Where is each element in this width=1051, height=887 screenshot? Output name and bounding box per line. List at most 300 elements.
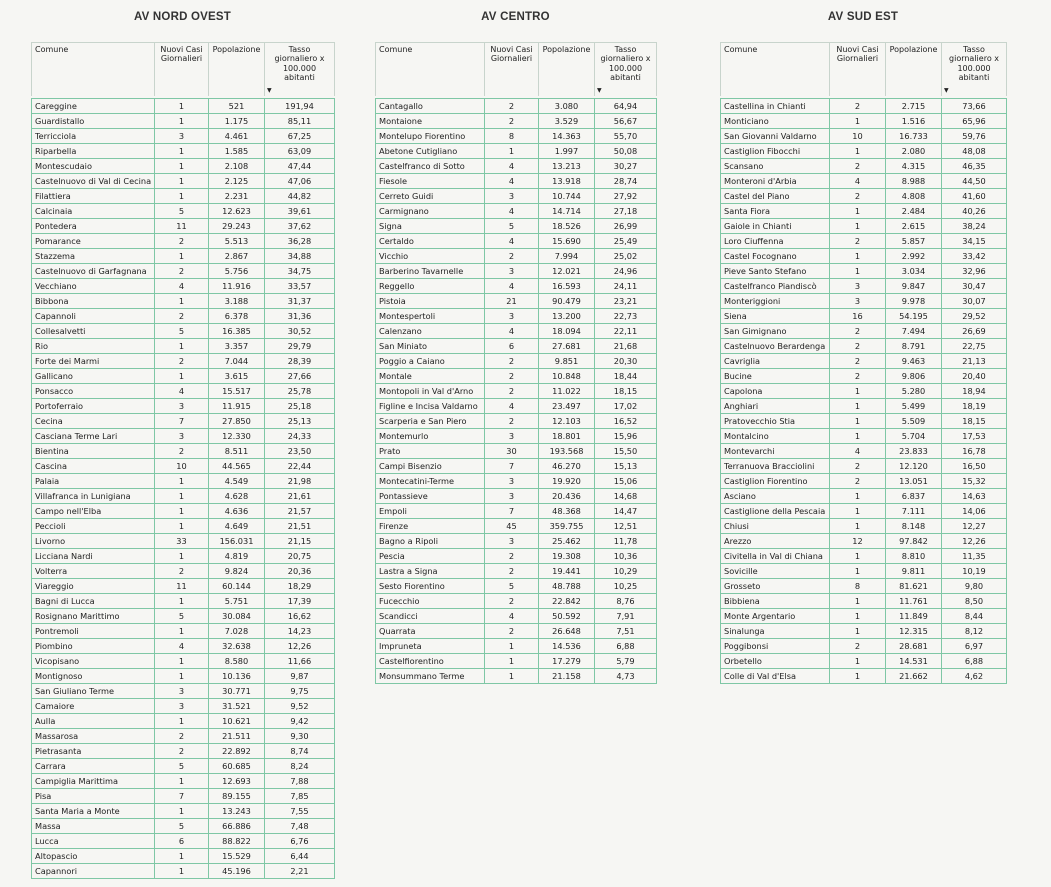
table-row — [721, 534, 1007, 549]
cell-comune: Montaione — [376, 114, 485, 129]
cell-popolazione: 28.681 — [886, 639, 942, 654]
cell-casi: 1 — [155, 774, 209, 789]
sort-down-icon[interactable]: ▼ — [597, 87, 602, 94]
table-row — [32, 474, 335, 489]
cell-popolazione: 8.988 — [886, 174, 942, 189]
cell-comune: Lucca — [32, 834, 155, 849]
cell-casi: 1 — [155, 849, 209, 864]
table-row — [721, 129, 1007, 144]
cell-casi: 1 — [830, 609, 886, 624]
cell-casi: 1 — [830, 624, 886, 639]
table-row — [721, 264, 1007, 279]
table-row — [721, 189, 1007, 204]
cell-comune: Arezzo — [721, 534, 830, 549]
cell-popolazione: 25.462 — [539, 534, 595, 549]
cell-comune: Castelnuovo Berardenga — [721, 339, 830, 354]
cell-casi: 3 — [485, 189, 539, 204]
table-row — [32, 744, 335, 759]
table-row — [376, 594, 657, 609]
table-row — [376, 579, 657, 594]
cell-casi: 1 — [830, 219, 886, 234]
cell-tasso: 10,29 — [595, 564, 657, 579]
cell-popolazione: 8.810 — [886, 549, 942, 564]
cell-tasso: 25,18 — [265, 399, 335, 414]
cell-casi: 2 — [485, 564, 539, 579]
cell-tasso: 24,96 — [595, 264, 657, 279]
cell-comune: Anghiari — [721, 399, 830, 414]
table-row — [376, 564, 657, 579]
cell-casi: 2 — [155, 564, 209, 579]
cell-popolazione: 16.385 — [209, 324, 265, 339]
column-header-comune[interactable]: Comune — [376, 43, 485, 97]
table-row — [376, 249, 657, 264]
cell-comune: Sovicille — [721, 564, 830, 579]
cell-comune: Bientina — [32, 444, 155, 459]
cell-popolazione: 9.824 — [209, 564, 265, 579]
table-row — [721, 249, 1007, 264]
cell-comune: San Gimignano — [721, 324, 830, 339]
cell-tasso: 73,66 — [942, 99, 1007, 114]
cell-popolazione: 5.704 — [886, 429, 942, 444]
cell-casi: 4 — [155, 639, 209, 654]
column-header-tasso[interactable] — [265, 43, 335, 97]
cell-tasso: 8,12 — [942, 624, 1007, 639]
cell-casi: 2 — [830, 354, 886, 369]
cell-popolazione: 1.175 — [209, 114, 265, 129]
cell-tasso: 8,24 — [265, 759, 335, 774]
cell-popolazione: 3.034 — [886, 264, 942, 279]
table-row — [376, 114, 657, 129]
table-row — [721, 384, 1007, 399]
cell-tasso: 9,42 — [265, 714, 335, 729]
cell-casi: 5 — [155, 609, 209, 624]
table-row — [376, 354, 657, 369]
column-header-tasso[interactable] — [595, 43, 657, 97]
cell-popolazione: 15.517 — [209, 384, 265, 399]
cell-popolazione: 21.158 — [539, 669, 595, 684]
table-row — [376, 279, 657, 294]
table-row — [721, 204, 1007, 219]
cell-casi: 7 — [155, 414, 209, 429]
table-row — [376, 174, 657, 189]
cell-comune: Carmignano — [376, 204, 485, 219]
cell-comune: Cecina — [32, 414, 155, 429]
column-header-comune[interactable]: Comune — [721, 43, 830, 97]
cell-popolazione: 23.833 — [886, 444, 942, 459]
cell-tasso: 40,26 — [942, 204, 1007, 219]
column-header-popolazione[interactable]: Popolazione — [209, 43, 265, 97]
cell-comune: Pratovecchio Stia — [721, 414, 830, 429]
cell-popolazione: 29.243 — [209, 219, 265, 234]
table-row — [721, 414, 1007, 429]
cell-popolazione: 4.636 — [209, 504, 265, 519]
column-header-casi[interactable]: Nuovi Casi Giornalieri — [155, 43, 209, 97]
cell-comune: Villafranca in Lunigiana — [32, 489, 155, 504]
table-row — [376, 504, 657, 519]
cell-comune: Pietrasanta — [32, 744, 155, 759]
table-row — [721, 429, 1007, 444]
cell-comune: Filattiera — [32, 189, 155, 204]
table-row — [32, 669, 335, 684]
cell-comune: Montale — [376, 369, 485, 384]
cell-casi: 4 — [485, 609, 539, 624]
cell-popolazione: 5.857 — [886, 234, 942, 249]
cell-casi: 2 — [485, 99, 539, 114]
cell-tasso: 67,25 — [265, 129, 335, 144]
cell-casi: 2 — [830, 369, 886, 384]
table-row — [721, 219, 1007, 234]
table-row — [376, 414, 657, 429]
cell-casi: 11 — [155, 579, 209, 594]
cell-popolazione: 11.022 — [539, 384, 595, 399]
cell-popolazione: 5.509 — [886, 414, 942, 429]
table-row — [721, 309, 1007, 324]
panel-title: AV SUD EST — [827, 11, 899, 23]
cell-tasso: 20,40 — [942, 369, 1007, 384]
cell-popolazione: 4.549 — [209, 474, 265, 489]
cell-popolazione: 7.111 — [886, 504, 942, 519]
cell-casi: 4 — [485, 234, 539, 249]
cell-comune: Terranuova Bracciolini — [721, 459, 830, 474]
cell-casi: 1 — [485, 144, 539, 159]
cell-casi: 6 — [485, 339, 539, 354]
cell-casi: 3 — [155, 129, 209, 144]
column-header-popolazione[interactable]: Popolazione — [539, 43, 595, 97]
cell-tasso: 28,39 — [265, 354, 335, 369]
table-row — [721, 639, 1007, 654]
cell-popolazione: 48.368 — [539, 504, 595, 519]
cell-tasso: 38,24 — [942, 219, 1007, 234]
cell-popolazione: 45.196 — [209, 864, 265, 879]
cell-tasso: 7,85 — [265, 789, 335, 804]
cell-casi: 1 — [830, 669, 886, 684]
cell-tasso: 6,76 — [265, 834, 335, 849]
cell-tasso: 7,48 — [265, 819, 335, 834]
cell-comune: Montecatini-Terme — [376, 474, 485, 489]
cell-popolazione: 10.136 — [209, 669, 265, 684]
cell-popolazione: 5.280 — [886, 384, 942, 399]
cell-tasso: 21,61 — [265, 489, 335, 504]
cell-popolazione: 13.918 — [539, 174, 595, 189]
cell-comune: Sesto Fiorentino — [376, 579, 485, 594]
cell-casi: 4 — [485, 174, 539, 189]
column-header-tasso[interactable] — [942, 43, 1007, 97]
cell-casi: 1 — [830, 489, 886, 504]
cell-comune: Massa — [32, 819, 155, 834]
cell-casi: 3 — [155, 429, 209, 444]
cell-tasso: 22,11 — [595, 324, 657, 339]
cell-casi: 3 — [485, 534, 539, 549]
table-row — [32, 234, 335, 249]
table-row — [32, 414, 335, 429]
table-row — [721, 174, 1007, 189]
table-row — [721, 609, 1007, 624]
table-row — [32, 609, 335, 624]
table-row — [721, 459, 1007, 474]
cell-tasso: 55,70 — [595, 129, 657, 144]
cell-popolazione: 18.801 — [539, 429, 595, 444]
cell-casi: 1 — [830, 249, 886, 264]
cell-popolazione: 6.837 — [886, 489, 942, 504]
cell-popolazione: 2.125 — [209, 174, 265, 189]
cell-popolazione: 8.148 — [886, 519, 942, 534]
cell-comune: Monticiano — [721, 114, 830, 129]
cell-tasso: 4,73 — [595, 669, 657, 684]
cell-casi: 2 — [830, 324, 886, 339]
cell-casi: 1 — [155, 339, 209, 354]
table-row — [32, 369, 335, 384]
cell-comune: Montignoso — [32, 669, 155, 684]
cell-casi: 2 — [485, 369, 539, 384]
data-table — [31, 42, 335, 879]
cell-comune: Pontedera — [32, 219, 155, 234]
cell-tasso: 15,50 — [595, 444, 657, 459]
cell-tasso: 16,62 — [265, 609, 335, 624]
cell-casi: 10 — [155, 459, 209, 474]
cell-comune: Montevarchi — [721, 444, 830, 459]
table-row — [376, 474, 657, 489]
table-row — [32, 444, 335, 459]
table-row — [721, 504, 1007, 519]
cell-comune: Bagni di Lucca — [32, 594, 155, 609]
cell-casi: 1 — [155, 189, 209, 204]
column-header-casi[interactable]: Nuovi Casi Giornalieri — [830, 43, 886, 97]
table-row — [721, 324, 1007, 339]
cell-tasso: 56,67 — [595, 114, 657, 129]
cell-comune: Licciana Nardi — [32, 549, 155, 564]
table-row — [376, 144, 657, 159]
cell-tasso: 27,18 — [595, 204, 657, 219]
cell-tasso: 8,50 — [942, 594, 1007, 609]
cell-comune: Riparbella — [32, 144, 155, 159]
cell-comune: Gaiole in Chianti — [721, 219, 830, 234]
cell-tasso: 44,82 — [265, 189, 335, 204]
cell-casi: 2 — [830, 234, 886, 249]
table-row — [32, 729, 335, 744]
cell-comune: Poggibonsi — [721, 639, 830, 654]
cell-comune: Montescudaio — [32, 159, 155, 174]
cell-popolazione: 14.531 — [886, 654, 942, 669]
table-row — [376, 129, 657, 144]
cell-casi: 5 — [155, 759, 209, 774]
cell-tasso: 18,15 — [942, 414, 1007, 429]
cell-popolazione: 2.992 — [886, 249, 942, 264]
cell-popolazione: 54.195 — [886, 309, 942, 324]
cell-casi: 2 — [485, 549, 539, 564]
cell-popolazione: 6.378 — [209, 309, 265, 324]
cell-casi: 5 — [155, 324, 209, 339]
sort-down-icon[interactable]: ▼ — [944, 87, 949, 94]
cell-comune: Castelnuovo di Garfagnana — [32, 264, 155, 279]
cell-comune: Asciano — [721, 489, 830, 504]
cell-tasso: 17,39 — [265, 594, 335, 609]
cell-tasso: 2,21 — [265, 864, 335, 879]
column-header-comune[interactable]: Comune — [32, 43, 155, 97]
cell-casi: 1 — [155, 294, 209, 309]
cell-popolazione: 12.103 — [539, 414, 595, 429]
cell-popolazione: 11.916 — [209, 279, 265, 294]
cell-casi: 2 — [485, 354, 539, 369]
cell-tasso: 12,51 — [595, 519, 657, 534]
cell-casi: 2 — [485, 249, 539, 264]
cell-casi: 1 — [155, 864, 209, 879]
cell-casi: 1 — [155, 174, 209, 189]
cell-comune: Pontassieve — [376, 489, 485, 504]
cell-comune: San Giuliano Terme — [32, 684, 155, 699]
cell-popolazione: 30.084 — [209, 609, 265, 624]
table-row — [376, 654, 657, 669]
cell-casi: 4 — [830, 174, 886, 189]
cell-casi: 3 — [485, 474, 539, 489]
table-row — [376, 534, 657, 549]
cell-casi: 4 — [155, 384, 209, 399]
cell-popolazione: 17.279 — [539, 654, 595, 669]
cell-casi: 2 — [485, 384, 539, 399]
cell-tasso: 28,74 — [595, 174, 657, 189]
cell-popolazione: 13.200 — [539, 309, 595, 324]
table-row — [32, 489, 335, 504]
table-row — [32, 714, 335, 729]
cell-popolazione: 44.565 — [209, 459, 265, 474]
cell-casi: 1 — [830, 429, 886, 444]
cell-casi: 1 — [155, 624, 209, 639]
table-row — [376, 669, 657, 684]
cell-tasso: 29,52 — [942, 309, 1007, 324]
table-row — [32, 264, 335, 279]
cell-tasso: 18,29 — [265, 579, 335, 594]
cell-tasso: 21,15 — [265, 534, 335, 549]
cell-casi: 1 — [830, 519, 886, 534]
cell-casi: 1 — [830, 504, 886, 519]
cell-popolazione: 3.615 — [209, 369, 265, 384]
cell-popolazione: 2.715 — [886, 99, 942, 114]
column-header-tasso-label: Tasso giornaliero x 100.000 abitanti — [274, 45, 325, 83]
cell-comune: Peccioli — [32, 519, 155, 534]
cell-casi: 1 — [830, 144, 886, 159]
cell-popolazione: 4.649 — [209, 519, 265, 534]
table-row — [721, 474, 1007, 489]
table-row — [376, 444, 657, 459]
cell-casi: 5 — [485, 219, 539, 234]
table-row — [721, 99, 1007, 114]
cell-casi: 1 — [485, 669, 539, 684]
table-row — [32, 639, 335, 654]
cell-tasso: 17,53 — [942, 429, 1007, 444]
cell-casi: 1 — [830, 564, 886, 579]
table-row — [721, 564, 1007, 579]
cell-tasso: 15,32 — [942, 474, 1007, 489]
cell-popolazione: 10.621 — [209, 714, 265, 729]
table-row — [721, 339, 1007, 354]
cell-popolazione: 81.621 — [886, 579, 942, 594]
cell-casi: 1 — [155, 669, 209, 684]
cell-comune: Palaia — [32, 474, 155, 489]
cell-casi: 1 — [830, 264, 886, 279]
table-row — [376, 369, 657, 384]
cell-tasso: 23,21 — [595, 294, 657, 309]
cell-tasso: 33,57 — [265, 279, 335, 294]
cell-casi: 3 — [830, 294, 886, 309]
cell-casi: 8 — [485, 129, 539, 144]
cell-casi: 33 — [155, 534, 209, 549]
cell-comune: Santa Fiora — [721, 204, 830, 219]
cell-casi: 16 — [830, 309, 886, 324]
cell-popolazione: 1.585 — [209, 144, 265, 159]
cell-casi: 1 — [485, 654, 539, 669]
cell-popolazione: 97.842 — [886, 534, 942, 549]
cell-popolazione: 21.511 — [209, 729, 265, 744]
cell-popolazione: 16.733 — [886, 129, 942, 144]
cell-popolazione: 8.511 — [209, 444, 265, 459]
cell-comune: Castiglion Fiorentino — [721, 474, 830, 489]
cell-comune: Chiusi — [721, 519, 830, 534]
sort-down-icon[interactable]: ▼ — [267, 87, 272, 94]
cell-tasso: 12,27 — [942, 519, 1007, 534]
cell-comune: Castelfranco di Sotto — [376, 159, 485, 174]
table-row — [32, 504, 335, 519]
table-row — [721, 114, 1007, 129]
column-header-casi[interactable]: Nuovi Casi Giornalieri — [485, 43, 539, 97]
table-row — [32, 834, 335, 849]
table-row — [32, 594, 335, 609]
cell-comune: San Giovanni Valdarno — [721, 129, 830, 144]
table-row — [32, 849, 335, 864]
table-row — [32, 384, 335, 399]
cell-popolazione: 10.848 — [539, 369, 595, 384]
table-row — [721, 669, 1007, 684]
cell-comune: Firenze — [376, 519, 485, 534]
cell-popolazione: 13.243 — [209, 804, 265, 819]
cell-tasso: 26,99 — [595, 219, 657, 234]
cell-comune: Portoferraio — [32, 399, 155, 414]
cell-popolazione: 66.886 — [209, 819, 265, 834]
cell-popolazione: 15.690 — [539, 234, 595, 249]
table-row — [376, 624, 657, 639]
cell-casi: 2 — [485, 624, 539, 639]
table-row — [376, 384, 657, 399]
cell-casi: 1 — [155, 504, 209, 519]
cell-tasso: 18,44 — [595, 369, 657, 384]
cell-comune: Pisa — [32, 789, 155, 804]
table-row — [32, 189, 335, 204]
table-row — [32, 699, 335, 714]
cell-comune: Pescia — [376, 549, 485, 564]
cell-comune: Monteroni d'Arbia — [721, 174, 830, 189]
cell-comune: Rosignano Marittimo — [32, 609, 155, 624]
cell-tasso: 12,26 — [942, 534, 1007, 549]
cell-casi: 1 — [155, 714, 209, 729]
cell-casi: 2 — [155, 309, 209, 324]
cell-tasso: 10,36 — [595, 549, 657, 564]
cell-comune: Calenzano — [376, 324, 485, 339]
cell-casi: 4 — [485, 279, 539, 294]
cell-popolazione: 23.497 — [539, 399, 595, 414]
cell-tasso: 11,66 — [265, 654, 335, 669]
column-header-popolazione[interactable]: Popolazione — [886, 43, 942, 97]
cell-tasso: 34,75 — [265, 264, 335, 279]
column-header-tasso-label: Tasso giornaliero x 100.000 abitanti — [600, 45, 651, 83]
cell-tasso: 10,25 — [595, 579, 657, 594]
cell-tasso: 191,94 — [265, 99, 335, 114]
cell-casi: 5 — [155, 204, 209, 219]
table-row — [32, 309, 335, 324]
table-row — [376, 639, 657, 654]
cell-tasso: 25,13 — [265, 414, 335, 429]
table-row — [721, 294, 1007, 309]
cell-casi: 3 — [155, 699, 209, 714]
cell-casi: 3 — [485, 489, 539, 504]
cell-comune: Fiesole — [376, 174, 485, 189]
